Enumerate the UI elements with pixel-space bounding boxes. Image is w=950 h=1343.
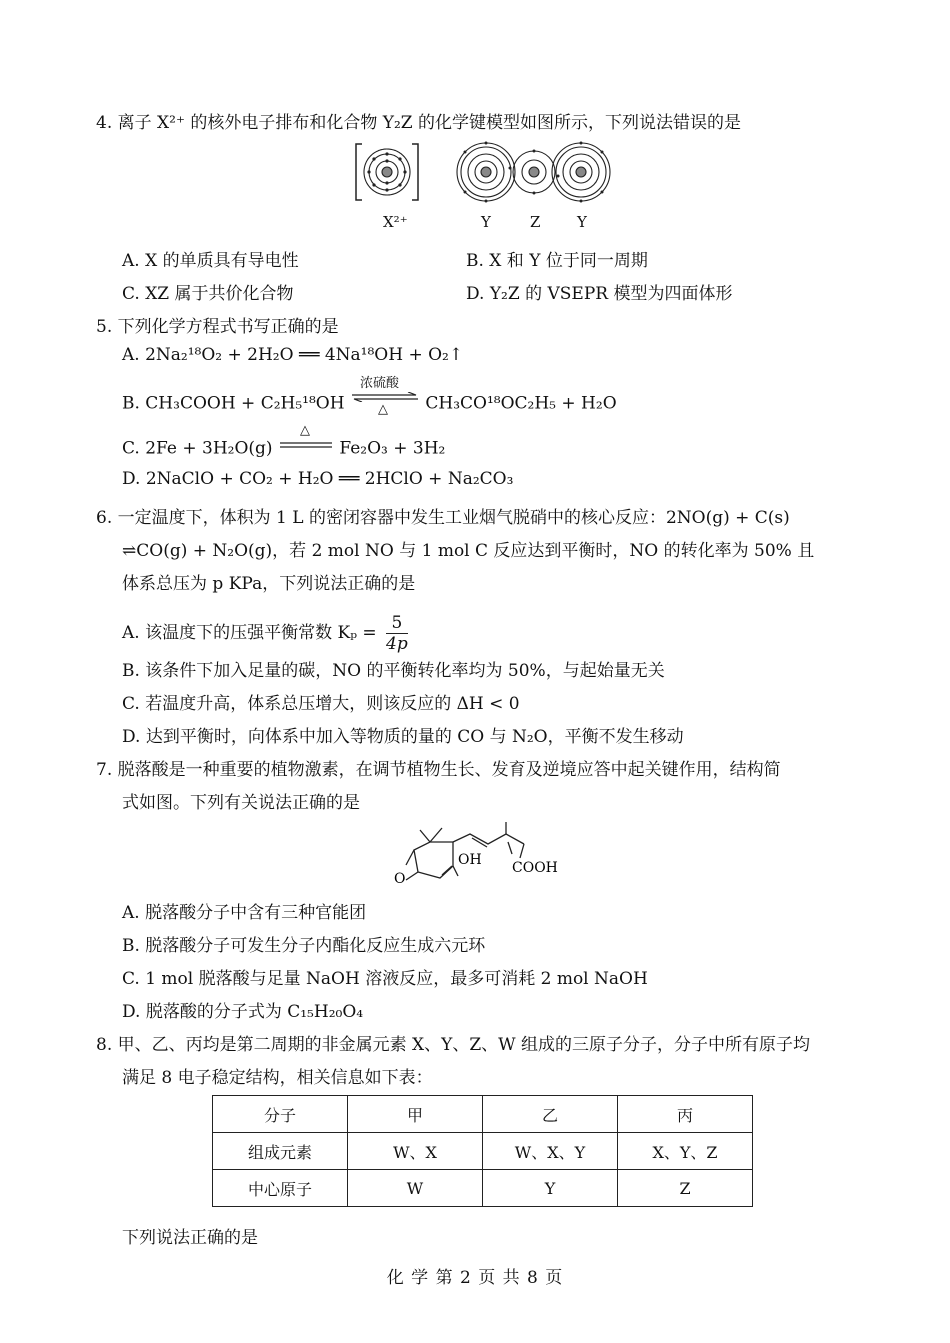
q5-b-left: B. CH₃COOH + C₂H₅¹⁸OH [122, 393, 345, 414]
q4-option-d: D. Y₂Z 的 VSEPR 模型为四面体形 [466, 284, 733, 304]
reversible-arrow-icon [350, 392, 420, 402]
q7-option-c: C. 1 mol 脱落酸与足量 NaOH 溶液反应，最多可消耗 2 mol NaOH [122, 969, 648, 989]
table-header-cell: 甲 [348, 1096, 483, 1133]
q5-b-cond: 浓硫酸 [359, 376, 399, 391]
table-header-cell: 乙 [483, 1096, 618, 1133]
q8-line1: 8. 甲、乙、丙均是第二周期的非金属元素 X、Y、Z、W 组成的三原子分子，分子中所有原子均 [96, 1035, 811, 1055]
q5-option-b [122, 376, 617, 422]
table-cell: Z [618, 1170, 753, 1207]
q6-line2: ⇌CO(g) + N₂O(g)，若 2 mol NO 与 1 mol C 反应达到平衡时，NO 的转化率为 50% 且 [122, 541, 815, 561]
q5-option-d: D. 2NaClO + CO₂ + H₂O ══ 2HClO + Na₂CO₃ [122, 469, 514, 489]
table-row [213, 1170, 753, 1207]
q4-label-y2: Y [577, 213, 587, 231]
equals-arrow-icon [278, 441, 334, 449]
q5-c-cond: △ [299, 423, 310, 438]
q7-line2: 式如图。下列有关说法正确的是 [122, 793, 360, 813]
q4-label-z: Z [530, 213, 541, 231]
struct-oh-label: OH [458, 852, 482, 868]
q8-table [212, 1095, 753, 1207]
q6-line3: 体系总压为 p KPa，下列说法正确的是 [122, 574, 416, 594]
table-cell: 组成元素 [213, 1133, 348, 1170]
q4-label-x: X²⁺ [383, 213, 408, 231]
q6-option-d: D. 达到平衡时，向体系中加入等物质的量的 CO 与 N₂O，平衡不发生移动 [122, 727, 684, 747]
q6-a-numerator: 5 [386, 613, 408, 634]
q6-a-fraction [386, 613, 408, 654]
table-header-row [213, 1096, 753, 1133]
q7-line1: 7. 脱落酸是一种重要的植物激素，在调节植物生长、发育及逆境应答中起关键作用，结构简 [96, 760, 781, 780]
q5-b-right: CH₃CO¹⁸OC₂H₅ + H₂O [425, 393, 617, 414]
q6-line1: 6. 一定温度下，体积为 1 L 的密闭容器中发生工业烟气脱硝中的核心反应：2NO(g) + C(s) [96, 508, 790, 528]
table-cell: Y [483, 1170, 618, 1207]
q5-stem: 5. 下列化学方程式书写正确的是 [96, 317, 339, 337]
abscisic-acid-structure [390, 820, 570, 892]
table-cell: W、X [348, 1133, 483, 1170]
table-cell: X、Y、Z [618, 1133, 753, 1170]
q6-option-b: B. 该条件下加入足量的碳，NO 的平衡转化率均为 50%，与起始量无关 [122, 661, 665, 681]
q4-label-y1: Y [481, 213, 491, 231]
q6-a-denominator: 4p [386, 634, 408, 654]
q6-a-text: A. 该温度下的压强平衡常数 Kₚ = [122, 623, 377, 643]
table-header-cell: 丙 [618, 1096, 753, 1133]
q5-b-arrow [350, 376, 420, 417]
q8-tail: 下列说法正确的是 [122, 1228, 258, 1248]
q7-option-d: D. 脱落酸的分子式为 C₁₅H₂₀O₄ [122, 1002, 364, 1022]
q7-option-a: A. 脱落酸分子中含有三种官能团 [122, 903, 367, 923]
q5-b-cond2: △ [377, 402, 388, 417]
table-cell: W [348, 1170, 483, 1207]
table-cell: W、X、Y [483, 1133, 618, 1170]
struct-o-label: O [394, 871, 406, 887]
q6-option-c: C. 若温度升高，体系总压增大，则该反应的 ΔH < 0 [122, 694, 520, 714]
q4-option-b: B. X 和 Y 位于同一周期 [466, 251, 648, 271]
q5-c-arrow [278, 423, 334, 457]
q5-option-c [122, 423, 446, 461]
q4-option-c: C. XZ 属于共价化合物 [122, 284, 294, 304]
table-cell: 中心原子 [213, 1170, 348, 1207]
q4-option-a: A. X 的单质具有导电性 [122, 251, 299, 271]
q6-option-a [122, 613, 408, 654]
table-header-cell: 分子 [213, 1096, 348, 1133]
struct-cooh-label: COOH [512, 860, 558, 876]
page-footer: 化 学 第 2 页 共 8 页 [386, 1268, 564, 1288]
q8-line2: 满足 8 电子稳定结构，相关信息如下表： [122, 1068, 433, 1088]
q4-stem: 4. 离子 X²⁺ 的核外电子排布和化合物 Y₂Z 的化学键模型如图所示，下列说法错误的是 [96, 113, 741, 133]
q5-c-left: C. 2Fe + 3H₂O(g) [122, 438, 273, 459]
q7-option-b: B. 脱落酸分子可发生分子内酯化反应生成六元环 [122, 936, 486, 956]
q4-electron-figure [350, 138, 630, 208]
q5-option-a: A. 2Na₂¹⁸O₂ + 2H₂O ══ 4Na¹⁸OH + O₂↑ [122, 345, 464, 365]
q5-c-right: Fe₂O₃ + 3H₂ [339, 438, 446, 459]
table-row [213, 1133, 753, 1170]
